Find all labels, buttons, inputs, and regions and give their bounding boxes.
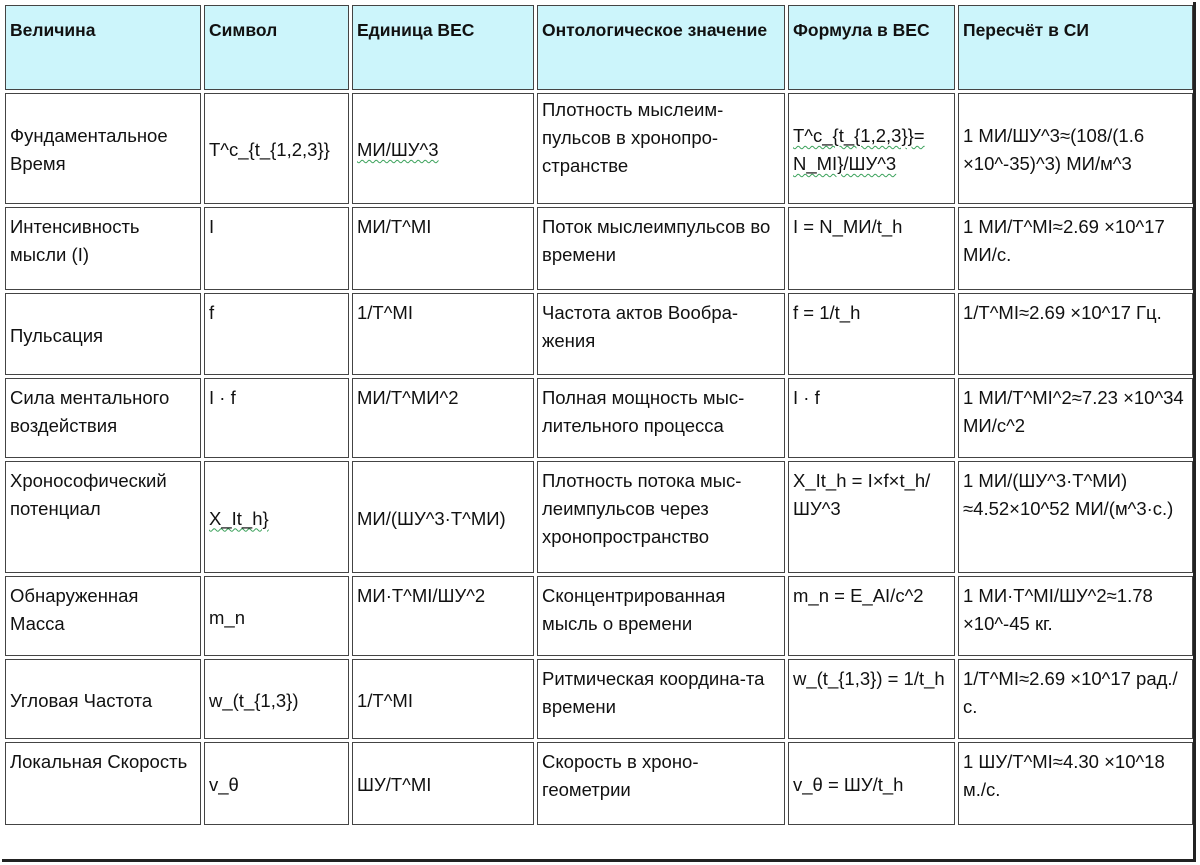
cell-si: 1/T^MI≈2.69 ×10^17 Гц.: [958, 293, 1193, 375]
cell-meaning: Поток мыслеимпульсов во времени: [537, 207, 785, 290]
cell-symbol: v_θ: [204, 742, 349, 825]
cell-meaning: Частота актов Вообра-жения: [537, 293, 785, 375]
table-row: [5, 207, 1193, 290]
cell-quantity: Интенсивность мысли (I): [5, 207, 201, 290]
table-header-row: [5, 5, 1193, 90]
column-header-unit: Единица ВЕС: [352, 5, 534, 90]
cell-formula: I = N_МИ/t_h: [788, 207, 955, 290]
cell-quantity: Обнаруженная Масса: [5, 576, 201, 656]
cell-formula: m_n = E_AI/c^2: [788, 576, 955, 656]
cell-unit: [352, 93, 534, 204]
cell-unit: МИ/T^МИ^2: [352, 378, 534, 458]
table-row: [5, 378, 1193, 458]
cell-quantity: Сила ментального воздействия: [5, 378, 201, 458]
cell-formula-text: T^c_{t_{1,2,3}}= N_MI}/ШУ^3: [793, 125, 925, 174]
cell-unit: МИ/T^MI: [352, 207, 534, 290]
cell-meaning: Скорость в хроно-геометрии: [537, 742, 785, 825]
table-row: [5, 293, 1193, 375]
cell-unit: МИ·T^MI/ШУ^2: [352, 576, 534, 656]
column-header-formula: Формула в ВЕС: [788, 5, 955, 90]
cell-formula: I · f: [788, 378, 955, 458]
cell-quantity: Пульсация: [5, 293, 201, 375]
cell-symbol: f: [204, 293, 349, 375]
cell-quantity: Локальная Скорость: [5, 742, 201, 825]
cell-si: 1/T^MI≈2.69 ×10^17 рад./с.: [958, 659, 1193, 739]
cell-symbol: T^c_{t_{1,2,3}}: [204, 93, 349, 204]
cell-meaning: Ритмическая координа-та времени: [537, 659, 785, 739]
cell-symbol: w_(t_{1,3}): [204, 659, 349, 739]
cell-meaning: Полная мощность мыс-лительного процесса: [537, 378, 785, 458]
cell-meaning: Плотность потока мыс-леимпульсов через хронопространство: [537, 461, 785, 573]
cell-si: 1 МИ·T^MI/ШУ^2≈1.78 ×10^-45 кг.: [958, 576, 1193, 656]
column-header-si: Пересчёт в СИ: [958, 5, 1193, 90]
table-row: [5, 93, 1193, 204]
cell-unit-text: МИ/ШУ^3: [357, 139, 439, 160]
cell-si: 1 МИ/(ШУ^3·T^МИ) ≈4.52×10^52 МИ/(м^3·с.): [958, 461, 1193, 573]
cell-unit: 1/T^MI: [352, 293, 534, 375]
table-row: [5, 659, 1193, 739]
cell-si: 1 МИ/ШУ^3≈(108/(1.6 ×10^-35)^3) МИ/м^3: [958, 93, 1193, 204]
column-header-quantity: Величина: [5, 5, 201, 90]
table-row: [5, 576, 1193, 656]
cell-formula: [788, 93, 955, 204]
cell-symbol: I · f: [204, 378, 349, 458]
cell-si: 1 МИ/T^MI^2≈7.23 ×10^34 МИ/с^2: [958, 378, 1193, 458]
cell-formula: f = 1/t_h: [788, 293, 955, 375]
cell-symbol: m_n: [204, 576, 349, 656]
table-row: [5, 742, 1193, 825]
cell-symbol-text: X_It_h}: [209, 507, 269, 529]
cell-quantity: Фундаментальное Время: [5, 93, 201, 204]
cell-symbol: I: [204, 207, 349, 290]
cell-formula: X_It_h = I×f×t_h/ ШУ^3: [788, 461, 955, 573]
cell-formula: w_(t_{1,3}) = 1/t_h: [788, 659, 955, 739]
cell-symbol: [204, 461, 349, 573]
cell-unit: 1/T^MI: [352, 659, 534, 739]
cell-si: 1 ШУ/T^MI≈4.30 ×10^18 м./с.: [958, 742, 1193, 825]
cell-unit: МИ/(ШУ^3·T^МИ): [352, 461, 534, 573]
column-header-meaning: Онтологическое значение: [537, 5, 785, 90]
cell-si: 1 МИ/T^MI≈2.69 ×10^17 МИ/с.: [958, 207, 1193, 290]
cell-unit: ШУ/T^MI: [352, 742, 534, 825]
table-row: [5, 461, 1193, 573]
units-table: [2, 2, 1196, 828]
cell-formula: v_θ = ШУ/t_h: [788, 742, 955, 825]
column-header-symbol: Символ: [204, 5, 349, 90]
cell-meaning: Сконцентрированная мысль о времени: [537, 576, 785, 656]
cell-quantity: Угловая Частота: [5, 659, 201, 739]
cell-meaning: Плотность мыслеим-пульсов в хронопро-странстве: [537, 93, 785, 204]
cell-quantity: Хронософический потенциал: [5, 461, 201, 573]
